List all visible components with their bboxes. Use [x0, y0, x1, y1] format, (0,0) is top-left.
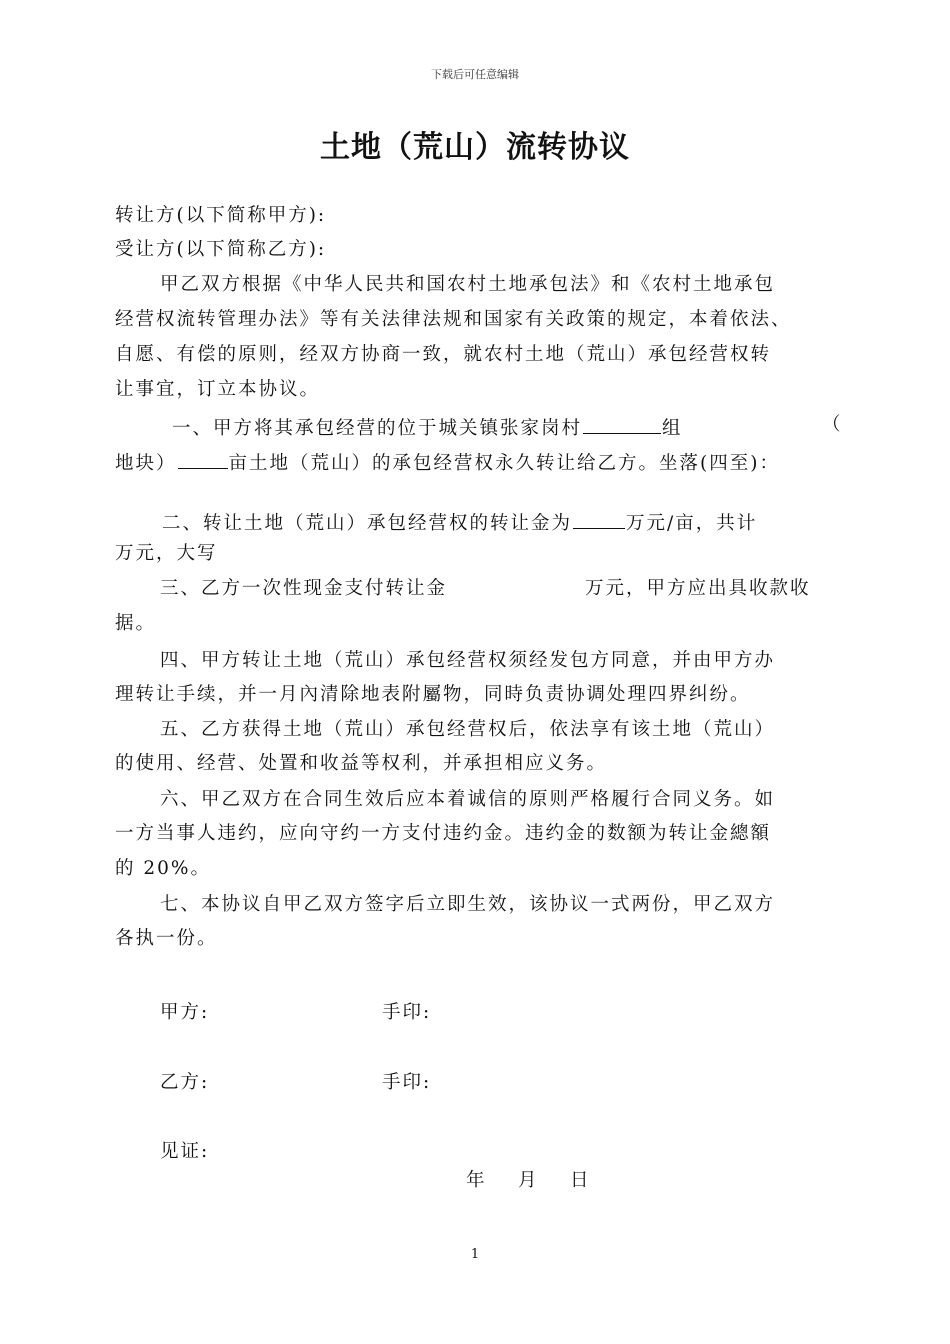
clause-5-line: 五、乙方获得土地（荒山）承包经营权后，依法享有该土地（荒山）: [160, 719, 776, 740]
clause-6-line: 六、甲乙双方在合同生效后应本着诚信的原则严格履行合同义务。如: [160, 789, 776, 810]
clause-7-line: 各执一份。: [115, 928, 218, 949]
clause-5-line: 的使用、经营、处置和收益等权利，并承担相应义务。: [115, 753, 608, 774]
clause-3-line: 据。: [115, 613, 157, 634]
clause-4-line: 四、甲方转让土地（荒山）承包经营权须经发包方同意，并由甲方办: [160, 650, 776, 671]
page-number: 1: [470, 1247, 480, 1262]
intro-line: 经营权流转管理办法》等有关法律法规和国家有关政策的规定，本着依法、: [115, 309, 792, 330]
clause-3-line: 万元，甲方应出具收款收: [585, 578, 811, 599]
clause-1-text: 一、甲方将其承包经营的位于城关镇张家岗村: [172, 418, 583, 439]
area-blank[interactable]: [178, 448, 228, 469]
party-a-signature-label: 甲方:: [160, 1002, 210, 1023]
clause-1-text: 地块）: [115, 453, 177, 474]
clause-1-line: [115, 448, 780, 476]
clause-4-line: 理转让手续，并一月內清除地表附屬物，同時负责协调处理四界纠纷。: [115, 684, 751, 705]
transferor-line: 转让方(以下简称甲方):: [115, 205, 327, 226]
clause-1-paren: （: [822, 414, 843, 435]
document-title: 土地（荒山）流转协议: [320, 130, 630, 165]
group-blank[interactable]: [583, 413, 661, 434]
clause-6-line: 一方当事人违约，应向守约一方支付违约金。违约金的数额为转让金總額: [115, 823, 772, 844]
clause-2-line: 万元，大写: [115, 543, 218, 564]
clause-1-text: 亩土地（荒山）的承包经营权永久转让给乙方。坐落(四至)：: [228, 453, 780, 474]
intro-line: 甲乙双方根据《中华人民共和国农村土地承包法》和《农村土地承包: [160, 274, 776, 295]
transferee-line: 受让方(以下简称乙方):: [115, 239, 327, 260]
clause-2-line: [162, 508, 757, 536]
clause-1-text: 组: [662, 418, 683, 439]
price-blank[interactable]: [573, 508, 625, 529]
party-b-signature-label: 乙方:: [160, 1072, 210, 1093]
page-header: 下载后可任意编辑: [431, 68, 519, 81]
witness-label: 见证:: [160, 1141, 210, 1162]
clause-2-text: 二、转让土地（荒山）承包经营权的转让金为: [162, 513, 573, 534]
clause-3-line: 三、乙方一次性现金支付转让金: [160, 578, 448, 599]
intro-line: 自愿、有偿的原则，经双方协商一致，就农村土地（荒山）承包经营权转: [115, 344, 772, 365]
clause-1-line: [172, 413, 683, 441]
party-a-thumbprint-label: 手印:: [382, 1002, 432, 1023]
party-b-thumbprint-label: 手印:: [382, 1072, 432, 1093]
clause-6-line: 的 20%。: [115, 858, 211, 879]
clause-2-text: 万元/亩，共计: [626, 513, 758, 534]
intro-line: 让事宜，订立本协议。: [115, 379, 321, 400]
clause-7-line: 七、本协议自甲乙双方签字后立即生效，该协议一式两份，甲乙双方: [160, 894, 776, 915]
date-line: 年 月 日: [466, 1170, 591, 1191]
